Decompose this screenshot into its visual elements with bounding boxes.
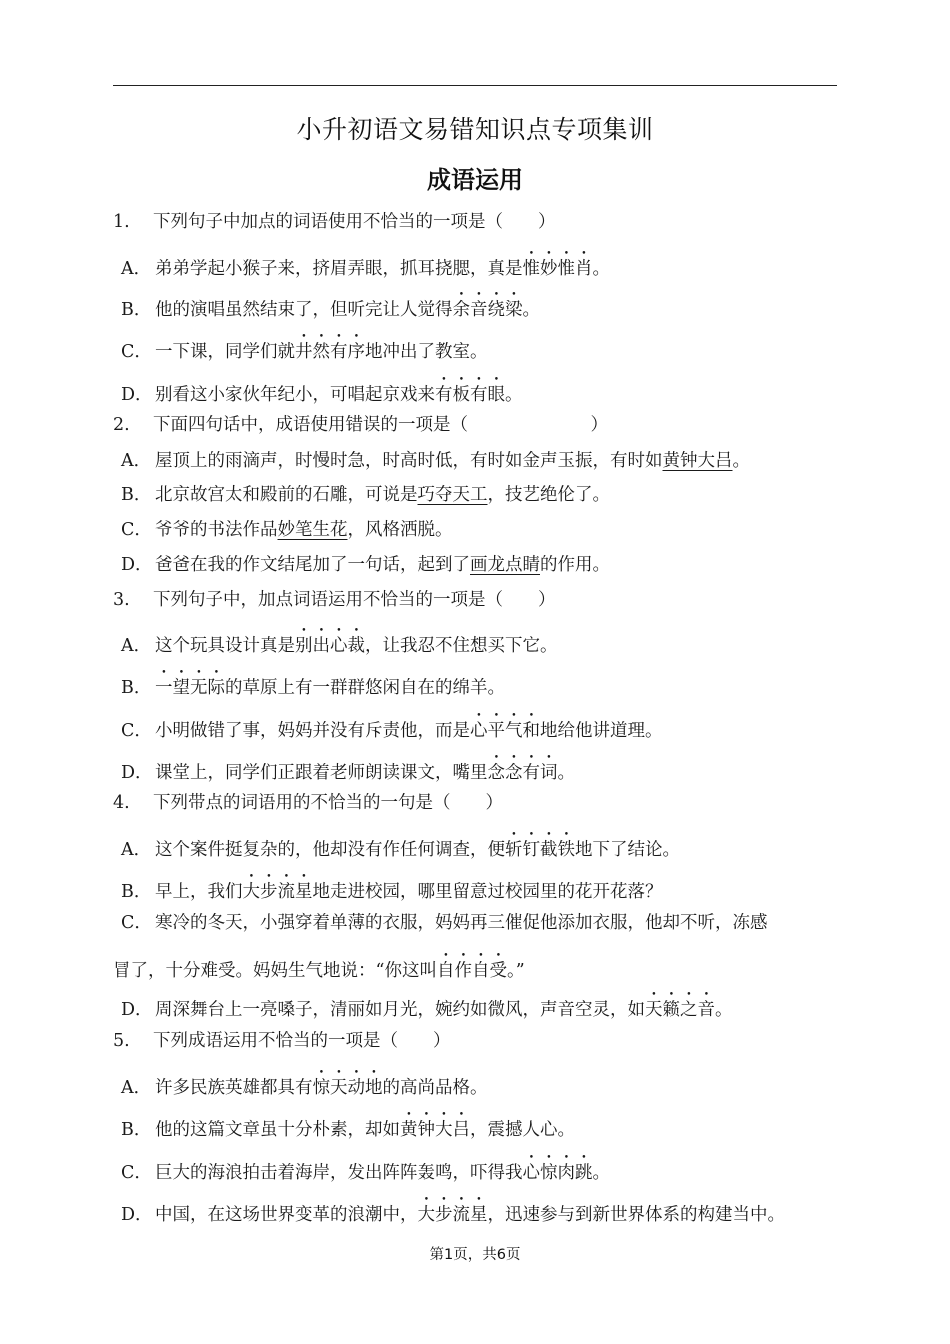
underlined-idiom: 画龙点睛: [470, 555, 540, 575]
question-4-option-c: [121, 912, 768, 934]
dotted-idiom: 自作自受: [436, 961, 507, 981]
option-text: 他的演唱虽然结束了，但听完让人觉得: [155, 300, 453, 320]
question-2-option-c: [121, 519, 453, 541]
option-text: 北京故宫太和殿前的石雕，可说是: [155, 485, 418, 505]
option-text: 屋顶上的雨滴声，时慢时急，时高时低，有时如金声玉振，有时如: [155, 451, 663, 471]
option-text: 一下课，同学们就: [155, 342, 295, 362]
option-text: 的草原上有一群群悠闲自在的绵羊。: [225, 678, 505, 698]
question-5-option-c: [121, 1153, 610, 1184]
option-label: C．: [121, 520, 152, 540]
question-4-option-a: [121, 830, 680, 861]
option-text: ，风格洒脱。: [347, 520, 453, 540]
option-text: 地冲出了教室。: [365, 342, 488, 362]
dotted-idiom: 心惊肉跳: [522, 1163, 593, 1183]
option-text: 。: [505, 385, 523, 405]
question-number: 5.: [113, 1031, 130, 1051]
question-text: 下列句子中加点的词语使用不恰当的一项是（ ）: [153, 212, 556, 232]
question-4-option-d: [121, 990, 733, 1021]
option-text: 别看这小家伙年纪小，可唱起京戏来: [155, 385, 435, 405]
dotted-idiom: 井然有序: [295, 342, 365, 362]
option-text: 。: [732, 451, 750, 471]
option-label: B．: [121, 300, 152, 320]
question-2-option-d: [121, 554, 610, 576]
option-label: D．: [121, 385, 153, 405]
page-title: 小升初语文易错知识点专项集训: [296, 115, 654, 144]
question-5-option-d: [121, 1195, 785, 1226]
question-1-option-d: [121, 375, 523, 406]
option-label: B．: [121, 485, 152, 505]
option-label: C．: [121, 342, 152, 362]
option-label: A．: [121, 636, 152, 656]
option-text: 课堂上，同学们正跟着老师朗读课文，嘴里: [155, 763, 488, 783]
option-text: 地下了结论。: [575, 840, 680, 860]
header-rule: [113, 85, 837, 86]
question-number: 2.: [113, 415, 130, 435]
question-5-stem: [113, 1030, 451, 1052]
question-1-stem: [113, 211, 556, 233]
question-2-stem: [113, 414, 608, 436]
question-4-option-b: [121, 872, 663, 903]
option-text: 爸爸在我的作文结尾加了一句话，起到了: [155, 555, 470, 575]
option-text: 周深舞台上一亮嗓子，清丽如月光，婉约如微风，声音空灵，如: [155, 1000, 645, 1020]
option-text: ，让我忍不住想买下它。: [365, 636, 558, 656]
dotted-idiom: 惟妙惟肖: [522, 259, 593, 279]
option-label: B．: [121, 882, 152, 902]
question-3-option-c: [121, 711, 663, 742]
option-text: 的作用。: [540, 555, 610, 575]
question-number: 1.: [113, 212, 130, 232]
page-footer: 第1页，共6页: [429, 1247, 521, 1263]
option-text: 他的这篇文章虽十分朴素，却如: [155, 1120, 400, 1140]
underlined-idiom: 黄钟大吕: [662, 451, 733, 471]
dotted-idiom: 大步流星: [242, 882, 313, 902]
underlined-idiom: 妙笔生花: [277, 520, 348, 540]
dotted-idiom: 念念有词: [487, 763, 558, 783]
dotted-idiom: 有板有眼: [435, 385, 505, 405]
question-3-stem: [113, 589, 556, 611]
option-label: C．: [121, 721, 152, 741]
dotted-idiom: 大步流星: [417, 1205, 488, 1225]
option-text: 中国，在这场世界变革的浪潮中，: [155, 1205, 418, 1225]
option-text: 许多民族英雄都具有: [155, 1078, 313, 1098]
option-label: C．: [121, 913, 152, 933]
question-1-option-a: [121, 249, 610, 280]
option-text: 小明做错了事，妈妈并没有斥责他，而是: [155, 721, 470, 741]
question-3-option-a: [121, 626, 558, 657]
question-number: 4.: [113, 793, 130, 813]
option-text: 的高尚品格。: [382, 1078, 488, 1098]
dotted-idiom: 心平气和: [470, 721, 540, 741]
option-text: 。: [557, 763, 575, 783]
option-label: C．: [121, 1163, 152, 1183]
question-text: 下面四句话中，成语使用错误的一项是（ ）: [153, 415, 608, 435]
dotted-idiom: 别出心裁: [295, 636, 365, 656]
question-4-option-c-continued: [113, 951, 525, 982]
question-1-option-c: [121, 332, 488, 363]
option-text: 这个案件挺复杂的，他却没有作任何调查，便: [155, 840, 505, 860]
dotted-idiom: 天籁之音: [645, 1000, 715, 1020]
option-text: 巨大的海浪拍击着海岸，发出阵阵轰鸣，吓得我: [155, 1163, 523, 1183]
dotted-idiom: 斩钉截铁: [505, 840, 575, 860]
option-label: A．: [121, 1078, 152, 1098]
option-label: A．: [121, 259, 152, 279]
option-label: B．: [121, 678, 152, 698]
question-3-option-d: [121, 753, 575, 784]
option-text: 寒冷的冬天，小强穿着单薄的衣服，妈妈再三催促他添加衣服，他却不听，冻感: [155, 913, 768, 933]
option-text: ，震撼人心。: [470, 1120, 575, 1140]
section-title: 成语运用: [427, 166, 523, 194]
underlined-idiom: 巧夺天工: [417, 485, 488, 505]
option-text: 弟弟学起小猴子来，挤眉弄眼，抓耳挠腮，真是: [155, 259, 523, 279]
option-label: D．: [121, 555, 153, 575]
dotted-idiom: 余音绕梁: [452, 300, 523, 320]
option-label: A．: [121, 451, 152, 471]
question-5-option-b: [121, 1110, 575, 1141]
option-text: 。”: [506, 961, 525, 981]
option-text: 。: [715, 1000, 733, 1020]
question-text: 下列句子中，加点词语运用不恰当的一项是（ ）: [153, 590, 556, 610]
question-5-option-a: [121, 1068, 488, 1099]
option-text: 。: [592, 259, 610, 279]
option-label: A．: [121, 840, 152, 860]
dotted-idiom: 一望无际: [155, 678, 225, 698]
option-text: 。: [592, 1163, 610, 1183]
question-1-option-b: [121, 290, 540, 321]
option-text: 地给他讲道理。: [540, 721, 663, 741]
option-text: 爷爷的书法作品: [155, 520, 278, 540]
option-label: D．: [121, 1205, 153, 1225]
option-label: D．: [121, 1000, 153, 1020]
question-text: 下列带点的词语用的不恰当的一句是（ ）: [153, 793, 503, 813]
dotted-idiom: 黄钟大吕: [400, 1120, 470, 1140]
option-text: 冒了，十分难受。妈妈生气地说：“你这叫: [113, 961, 437, 981]
option-text: ，技艺绝伦了。: [487, 485, 610, 505]
question-4-stem: [113, 792, 503, 814]
question-3-option-b: [121, 668, 505, 699]
option-text: ，迅速参与到新世界体系的构建当中。: [487, 1205, 785, 1225]
option-label: D．: [121, 763, 153, 783]
dotted-idiom: 惊天动地: [312, 1078, 383, 1098]
question-2-option-a: [121, 450, 750, 472]
question-number: 3.: [113, 590, 130, 610]
option-text: 地走进校园，哪里留意过校园里的花开花落？: [312, 882, 663, 902]
option-text: 。: [522, 300, 540, 320]
option-label: B．: [121, 1120, 152, 1140]
option-text: 早上，我们: [155, 882, 243, 902]
option-text: 这个玩具设计真是: [155, 636, 295, 656]
question-2-option-b: [121, 484, 610, 506]
question-text: 下列成语运用不恰当的一项是（ ）: [153, 1031, 451, 1051]
